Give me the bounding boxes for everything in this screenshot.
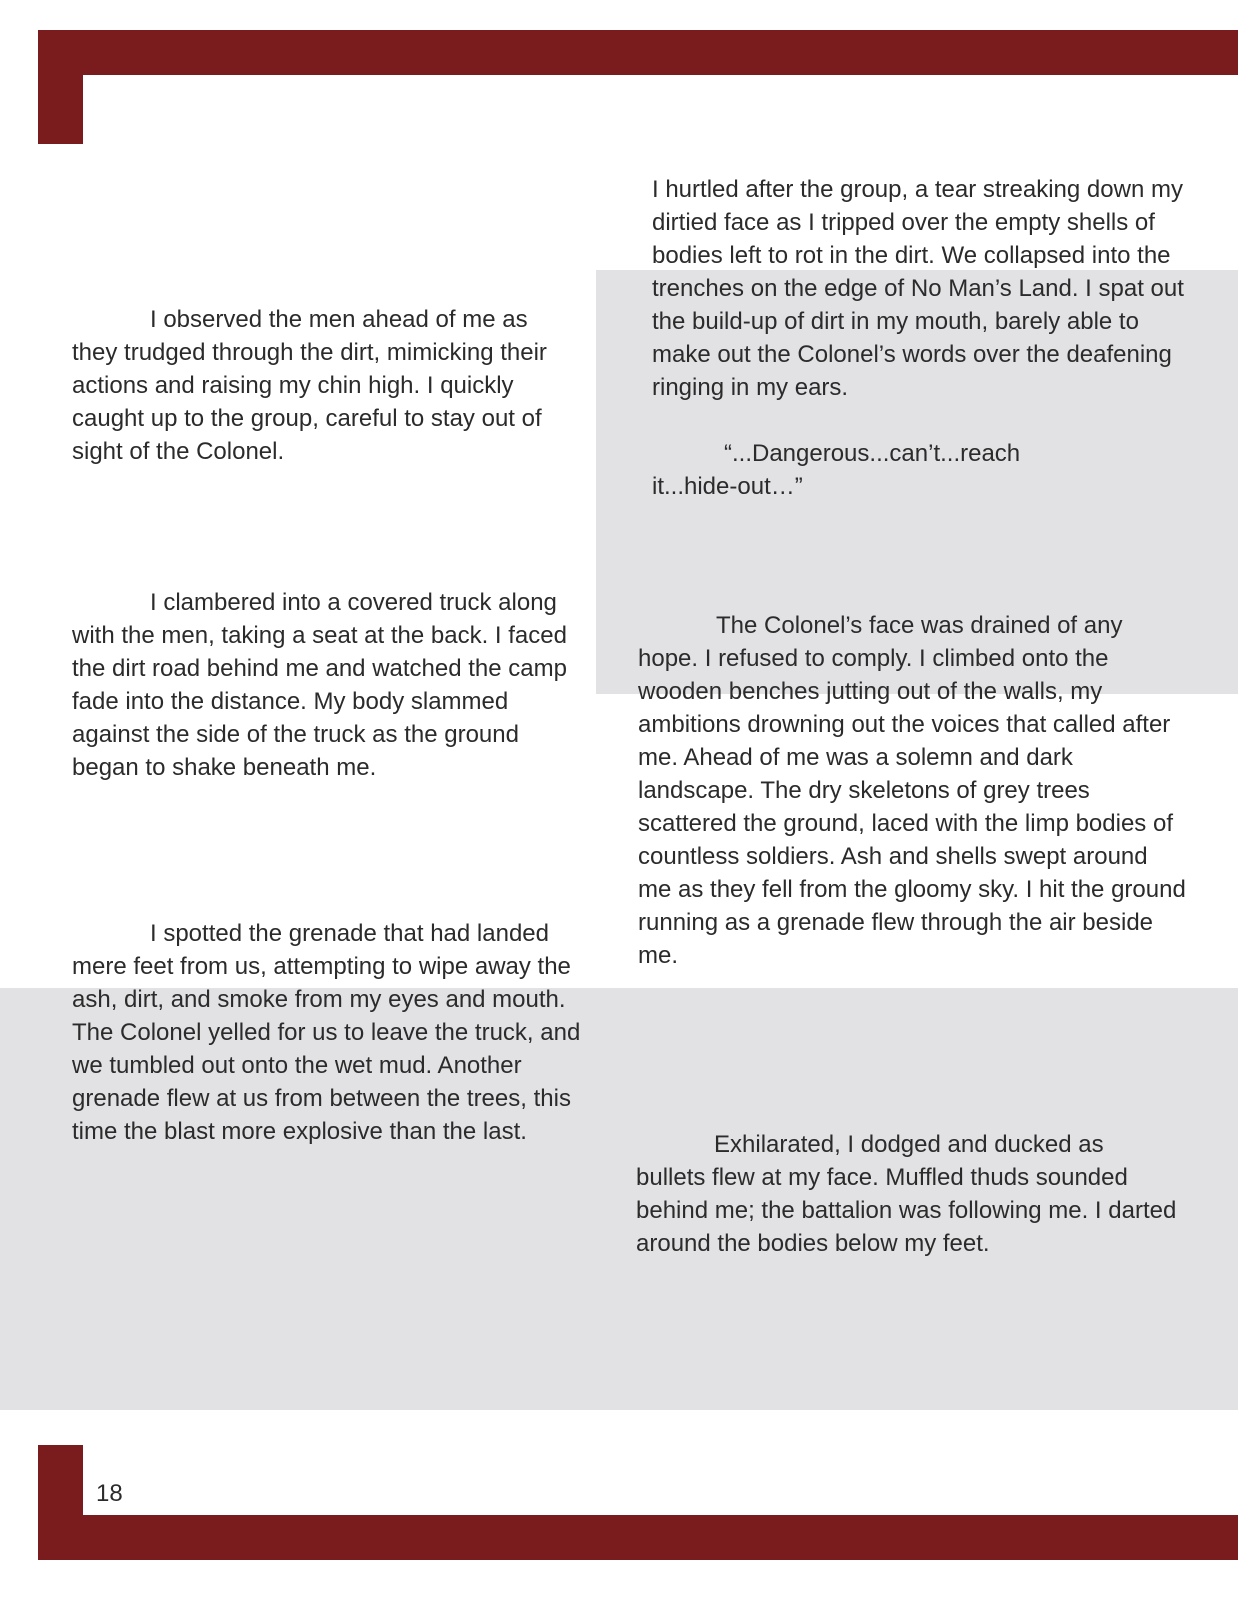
paragraph-hurtled: I hurtled after the group, a tear streaking down my dirtied face as I tripped over the empty shells of bodies left to rot in the dirt. We collapsed into the trenches on the edge of No Man’s Land. I spat out the build-up of dirt in my mouth, barely able to make out the Colonel’s words over the deafening ringing in my ears.: [652, 176, 1184, 401]
top-corner-block: [38, 30, 83, 144]
paragraph-colonel-face: The Colonel’s face was drained of any hope. I refused to comply. I climbed onto the wooden benches jutting out of the walls, my ambitions drowning out the voices that called after me. Ahead of me was a solemn and dark landscape. The dry skeletons of grey trees scattered the ground, laced with the limp bodies of countless soldiers. Ash and shells swept around me as they fell from the gloomy sky. I hit the ground running as a grenade flew through the air beside me.: [638, 612, 1186, 969]
top-bar: [38, 30, 1238, 75]
paragraph-hurtled-quote: “...Dangerous...can’t...reach it...hide-out…”: [652, 440, 1021, 500]
paragraph-clambered: I clambered into a covered truck along with the men, taking a seat at the back. I faced the dirt road behind me and watched the camp fade into the distance. My body slammed against the side of the truck as the ground began to shake beneath me.: [72, 589, 567, 781]
page-number: 18: [96, 1480, 123, 1507]
paragraph-exhilarated: Exhilarated, I dodged and ducked as bullets flew at my face. Muffled thuds sounded behind me; the battalion was following me. I darted around the bodies below my feet.: [636, 1131, 1177, 1257]
paragraph-observed: I observed the men ahead of me as they trudged through the dirt, mimicking their actions and raising my chin high. I quickly caught up to the group, careful to stay out of sight of the Colonel.: [72, 306, 547, 465]
paragraph-grenade: I spotted the grenade that had landed mere feet from us, attempting to wipe away the ash, dirt, and smoke from my eyes and mouth. The Colonel yelled for us to leave the truck, and we tumbled out onto the wet mud. Another grenade flew at us from between the trees, this time the blast more explosive than the last.: [72, 920, 581, 1145]
bottom-bar: [38, 1515, 1238, 1560]
